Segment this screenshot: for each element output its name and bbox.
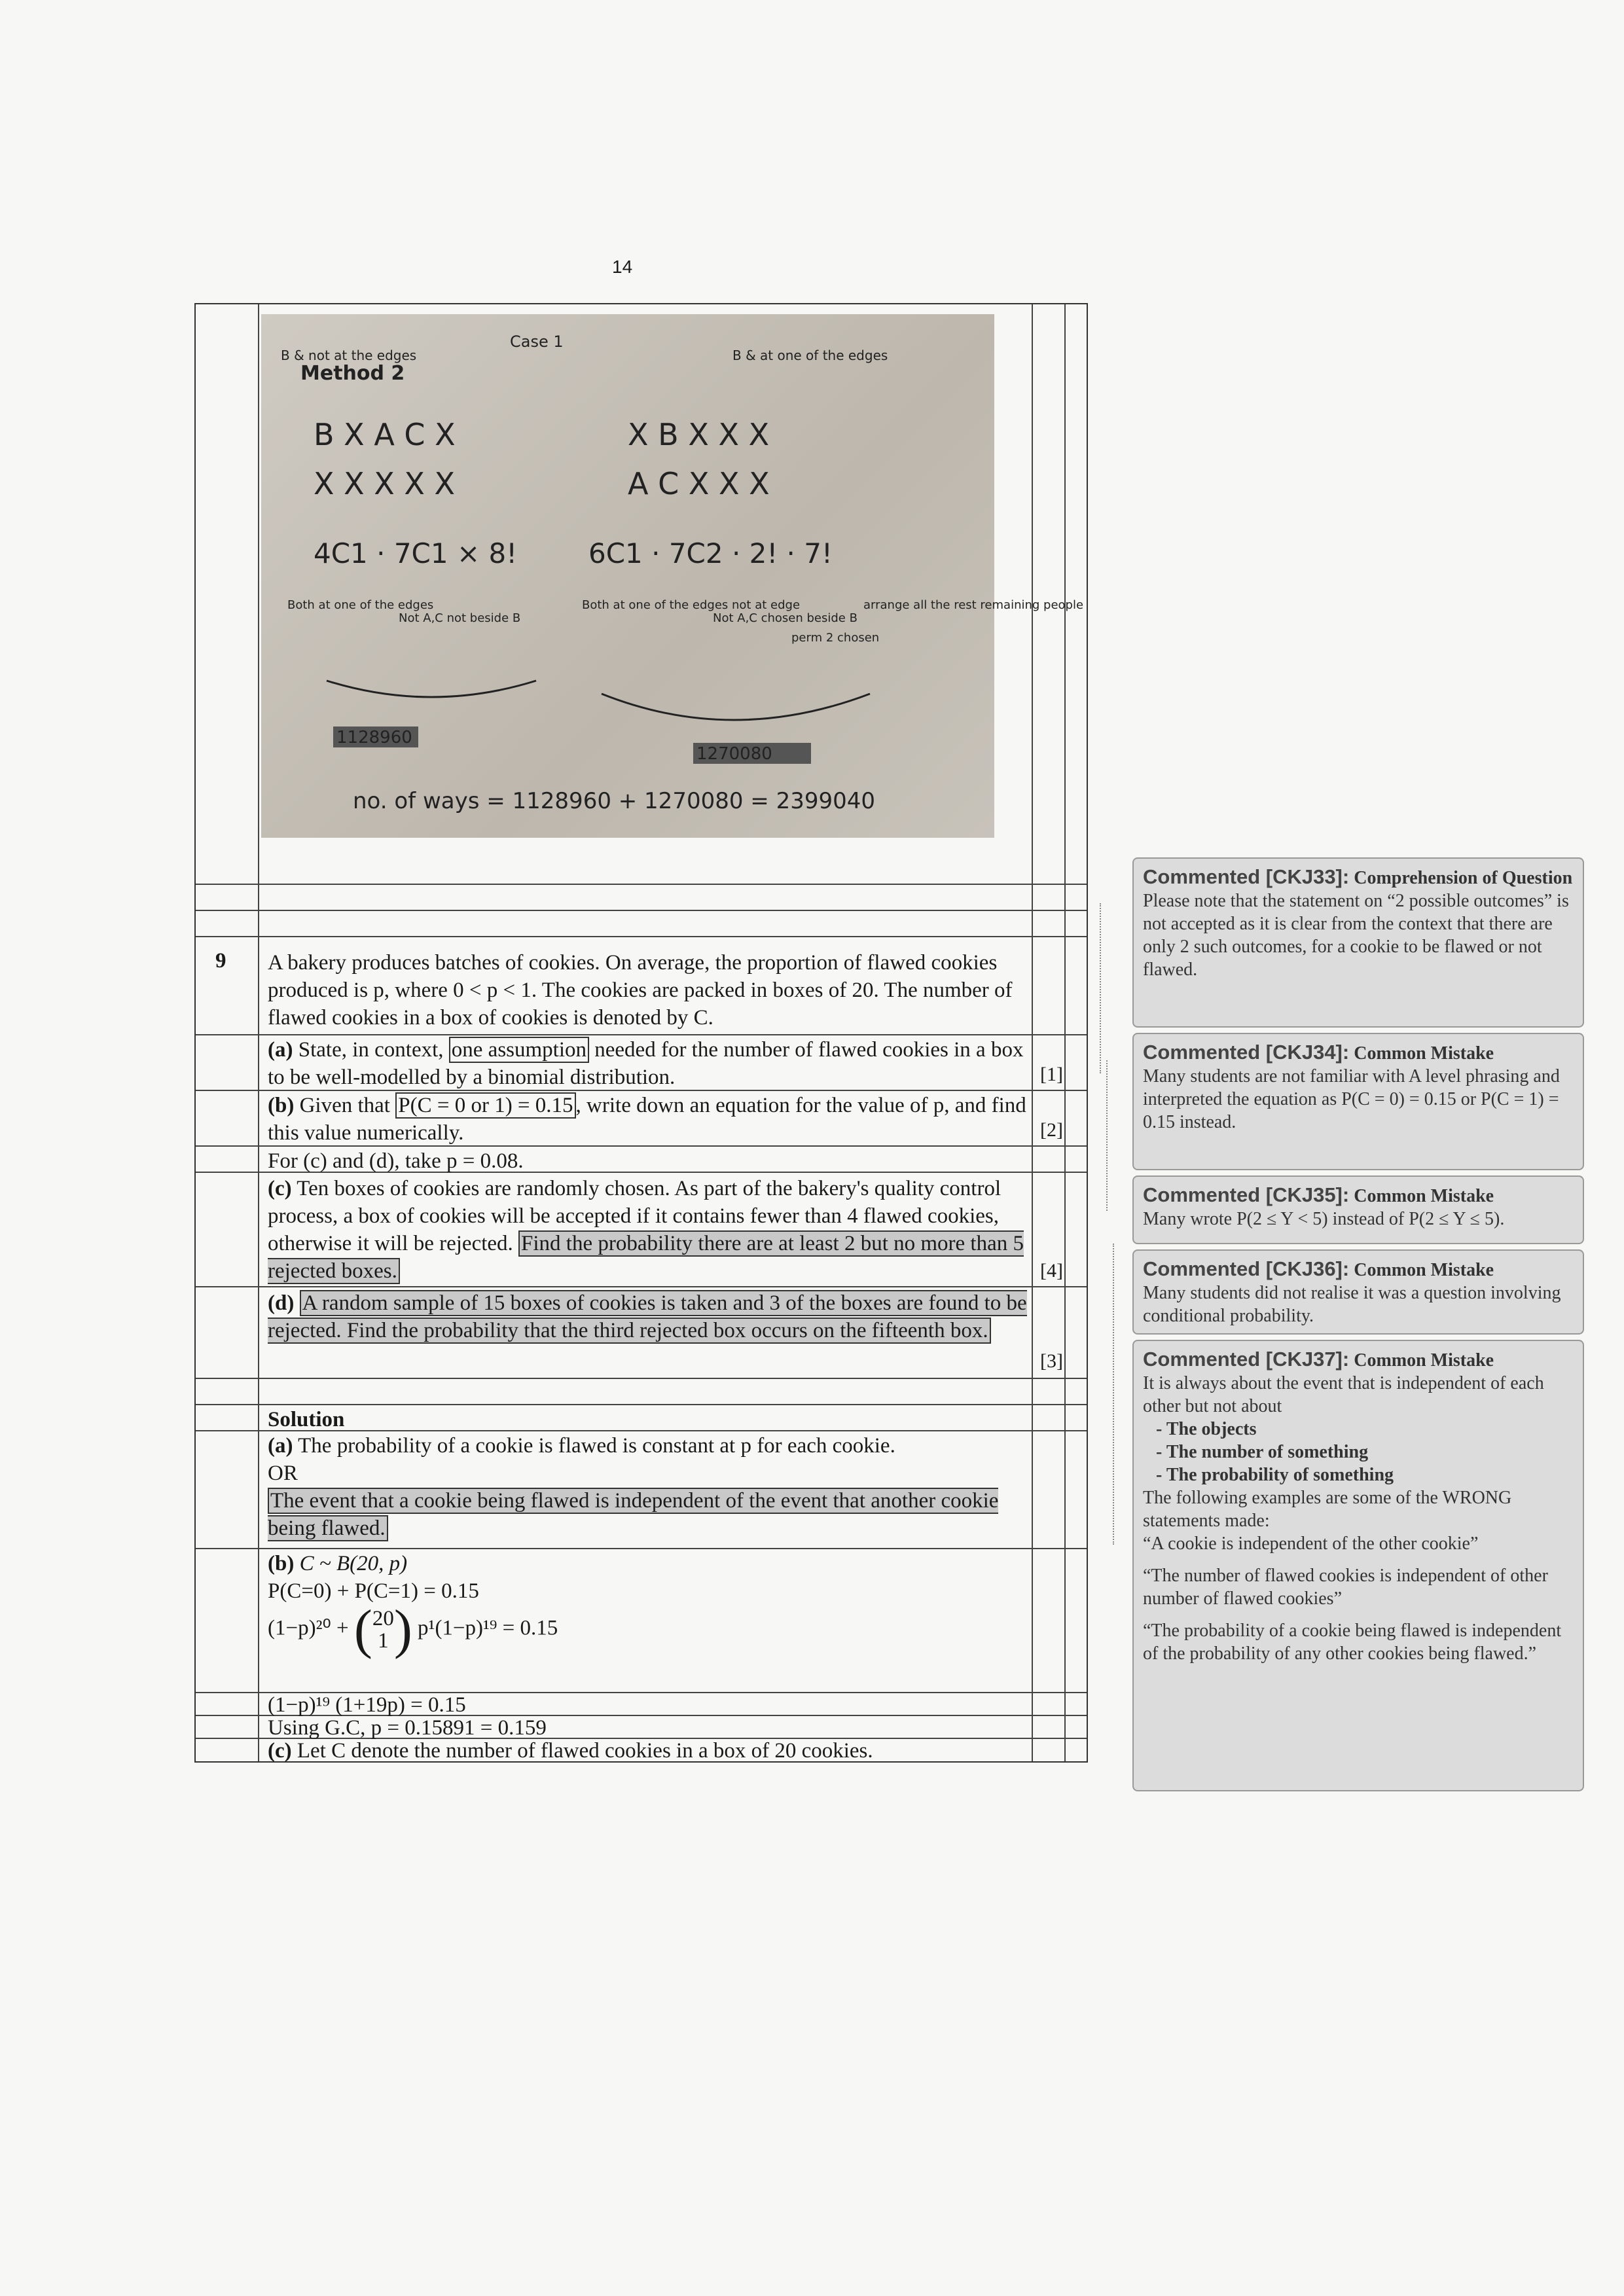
comment-head: Commented [CKJ33]: xyxy=(1143,865,1350,888)
comment-head: Commented [CKJ37]: xyxy=(1143,1348,1350,1371)
solution-line: Using G.C, p = 0.15891 = 0.159 xyxy=(268,1716,547,1740)
solution-heading-text: Solution xyxy=(268,1408,345,1431)
part-text: Given that xyxy=(299,1094,390,1117)
row-divider xyxy=(196,910,1087,911)
part-text: State, in context, xyxy=(298,1038,444,1062)
hw-note: B & not at the edges xyxy=(281,348,417,363)
row-divider xyxy=(196,1286,1087,1287)
solution-line: (1−p)¹⁹ (1+19p) = 0.15 xyxy=(268,1693,466,1717)
highlight-text: Find the probability there are at least 2 but no more than 5 rejected boxes. xyxy=(268,1232,1024,1283)
binom-bottom: 1 xyxy=(378,1629,389,1653)
hw-expression: 4C1 · 7C1 × 8! xyxy=(314,537,518,569)
solution-alt-text: The event that a cookie being flawed is independent of the event that another cookie being flawed. xyxy=(268,1489,999,1540)
hw-arrangement: X B X X X xyxy=(628,417,770,452)
part-a xyxy=(268,1036,1027,1091)
column-divider xyxy=(258,304,259,1761)
part-label: (d) xyxy=(268,1291,295,1315)
part-label: (b) xyxy=(268,1552,295,1575)
part-label: (a) xyxy=(268,1038,293,1062)
comment-category: Common Mistake xyxy=(1354,1260,1494,1280)
part-d xyxy=(268,1289,1027,1344)
comment-ckj36[interactable] xyxy=(1132,1249,1584,1335)
comment-ckj34[interactable] xyxy=(1132,1033,1584,1170)
comment-body: Many students did not realise it was a question involving conditional probability. xyxy=(1143,1283,1561,1326)
hw-method-label: Method 2 xyxy=(300,362,405,385)
part-label: (b) xyxy=(268,1094,295,1117)
comment-example: “The number of flawed cookies is independent of other number of flawed cookies” xyxy=(1143,1566,1548,1609)
comment-connector xyxy=(1106,1060,1108,1211)
hw-total: 1270080 xyxy=(696,744,772,764)
comment-example: “The probability of a cookie being flawed is independent of the probability of any other cookies being flawed.” xyxy=(1143,1621,1562,1664)
part-text: , write down an equation for the value of p, and find this value numerically. xyxy=(268,1094,1026,1145)
hw-arrangement: A C X X X xyxy=(628,466,770,501)
comment-head: Commented [CKJ34]: xyxy=(1143,1041,1350,1064)
comment-intro: It is always about the event that is independent of each other but not about xyxy=(1143,1373,1544,1416)
comment-bullet: - The objects xyxy=(1156,1419,1257,1439)
or-text: OR xyxy=(268,1462,298,1485)
row-divider xyxy=(196,1034,1087,1035)
column-divider xyxy=(1064,304,1066,1761)
marks: [3] xyxy=(1040,1350,1063,1372)
comment-ckj35[interactable] xyxy=(1132,1175,1584,1244)
question-stem: A bakery produces batches of cookies. On average, the proportion of flawed cookies produced is p, where 0 < p < 1. The cookies are packed in boxes of 20. The number of flawed cookies in a box of cookies is denoted by C. xyxy=(268,951,1013,1030)
hw-note: Both at one of the edges xyxy=(287,598,434,612)
binomial-coefficient xyxy=(372,1607,394,1652)
close-paren: ) xyxy=(393,1599,412,1660)
solution-heading xyxy=(268,1406,1027,1433)
solution-text: The probability of a cookie is flawed is constant at p for each cookie. xyxy=(298,1434,895,1458)
part-c xyxy=(268,1175,1027,1285)
solution-line: P(C=0) + P(C=1) = 0.15 xyxy=(268,1579,479,1603)
binom-top: 20 xyxy=(372,1607,394,1630)
hw-note: Not A,C chosen beside B xyxy=(713,611,857,625)
hw-brace xyxy=(327,681,536,697)
part-label: (c) xyxy=(268,1177,292,1200)
hw-note: perm 2 chosen xyxy=(791,631,880,645)
hw-total: 1128960 xyxy=(336,728,412,747)
row-divider xyxy=(196,1404,1087,1405)
row-divider xyxy=(196,1548,1087,1549)
comment-example: “A cookie is independent of the other cookie” xyxy=(1143,1534,1479,1554)
solution-line: (1−p)²⁰ + xyxy=(268,1616,349,1640)
marks: [4] xyxy=(1040,1260,1063,1282)
part-text: needed for the number of flawed cookies in a box to be well-modelled by a binomial distribution. xyxy=(268,1038,1024,1089)
hw-note: arrange all the rest remaining people xyxy=(863,598,1084,612)
hw-arrangement: B X A C X xyxy=(314,417,456,452)
part-label: (a) xyxy=(268,1434,293,1458)
highlight-text: one assumption xyxy=(449,1037,589,1063)
solution-a xyxy=(268,1432,1027,1542)
part-label: (c) xyxy=(268,1739,292,1763)
comment-head: Commented [CKJ36]: xyxy=(1143,1257,1350,1280)
hw-note: B & at one of the edges xyxy=(732,348,888,363)
open-paren: ( xyxy=(353,1599,372,1660)
comment-head: Commented [CKJ35]: xyxy=(1143,1183,1350,1206)
hw-brace xyxy=(602,694,870,720)
comment-body: Please note that the statement on “2 possible outcomes” is not accepted as it is clear from the context that there are only 2 such outcomes, for a cookie to be flawed or not flawed. xyxy=(1143,891,1569,980)
comment-body: Many wrote P(2 ≤ Y < 5) instead of P(2 ≤ Y ≤ 5). xyxy=(1143,1209,1505,1229)
part-text: Ten boxes of cookies are randomly chosen. As part of the bakery's quality control process, a box of cookies will be accepted if it contains fewer than 4 flawed cookies, otherwise it will be rejected. xyxy=(268,1177,1001,1255)
comment-ckj33[interactable] xyxy=(1132,857,1584,1028)
cd-note: For (c) and (d), take p = 0.08. xyxy=(268,1149,524,1173)
comment-text: The following examples are some of the WRONG statements made: xyxy=(1143,1488,1512,1531)
hw-note: Both at one of the edges not at edge xyxy=(582,598,801,612)
solution-b xyxy=(268,1550,1027,1660)
row-divider xyxy=(196,884,1087,885)
row-divider xyxy=(196,936,1087,937)
question-number: 9 xyxy=(215,949,226,973)
row-divider xyxy=(196,1378,1087,1379)
hw-case-label: Case 1 xyxy=(510,332,564,351)
comment-category: Comprehension of Question xyxy=(1354,868,1573,888)
comment-category: Common Mistake xyxy=(1354,1043,1494,1064)
comment-category: Common Mistake xyxy=(1354,1350,1494,1371)
highlight-text: P(C = 0 or 1) = 0.15 xyxy=(395,1092,575,1119)
solution-line: p¹(1−p)¹⁹ = 0.15 xyxy=(418,1616,558,1640)
hw-note: Not A,C not beside B xyxy=(399,611,521,625)
solution-c xyxy=(268,1740,1027,1762)
marks: [2] xyxy=(1040,1119,1063,1141)
comment-connector xyxy=(1100,903,1101,1073)
column-divider xyxy=(1032,304,1033,1761)
part-b xyxy=(268,1092,1027,1147)
comment-category: Common Mistake xyxy=(1354,1186,1494,1206)
comment-connector xyxy=(1113,1244,1114,1545)
comment-bullet: - The probability of something xyxy=(1156,1465,1394,1485)
page-number: 14 xyxy=(612,257,633,277)
hw-ways-line: no. of ways = 1128960 + 1270080 = 2399040 xyxy=(353,788,876,814)
solution-text: Let C denote the number of flawed cookies in a box of 20 cookies. xyxy=(297,1739,873,1763)
handwritten-working xyxy=(261,314,1084,838)
comment-bullet: - The number of something xyxy=(1156,1442,1369,1462)
solution-line: C ~ B(20, p) xyxy=(299,1552,408,1575)
hw-expression: 6C1 · 7C2 · 2! · 7! xyxy=(588,537,833,569)
highlight-text: A random sample of 15 boxes of cookies is taken and 3 of the boxes are found to be rejected. Find the probability that the third rejected box occurs on the fifteenth box. xyxy=(268,1291,1027,1342)
marks: [1] xyxy=(1040,1064,1063,1085)
comment-ckj37[interactable] xyxy=(1132,1340,1584,1791)
hw-arrangement: X X X X X xyxy=(314,466,456,501)
question-table xyxy=(194,303,1088,1763)
comment-body: Many students are not familiar with A level phrasing and interpreted the equation as P(C = 0) = 0.15 or P(C = 1) = 0.15 instead. xyxy=(1143,1066,1560,1132)
handwritten-working-photo xyxy=(261,314,1084,838)
